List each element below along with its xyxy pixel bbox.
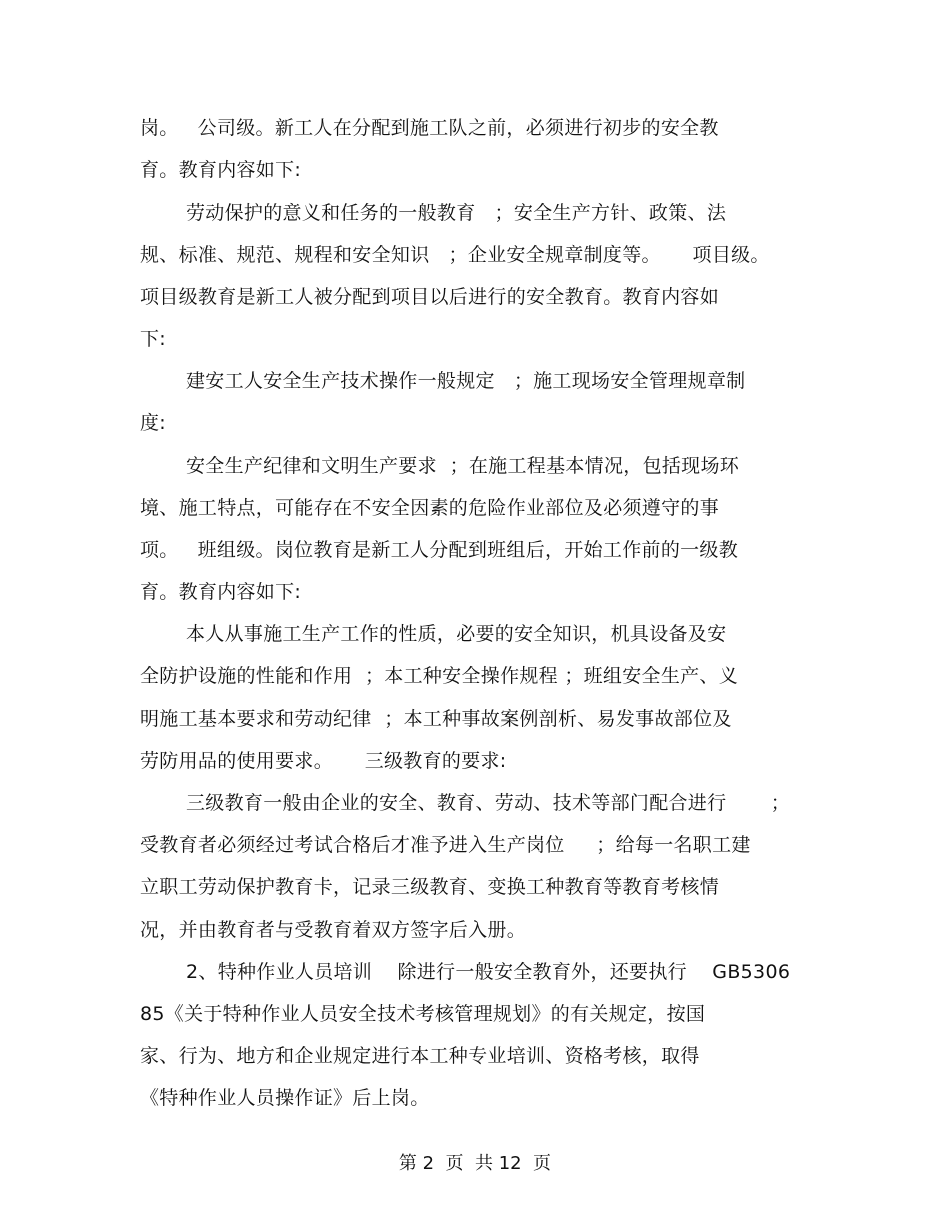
text-line: 劳动保护的意义和任务的一般教育 ；安全生产方针、政策、法 [186, 202, 727, 224]
text-line: 况，并由教育者与受教育着双方签字后入册。 [140, 919, 527, 941]
page-number-footer: 第 2 页 共 12 页 [398, 1153, 552, 1174]
text-line: 育。教育内容如下: [140, 159, 302, 181]
text-line: 立职工劳动保护教育卡，记录三级教育、变换工种教育等教育考核情 [140, 876, 720, 898]
text-line: 劳防用品的使用要求。 三级教育的要求: [140, 750, 507, 772]
text-line: 明施工基本要求和劳动纪律 ；本工种事故案例剖析、易发事故部位及 [140, 708, 732, 730]
text-line: 受教育者必须经过考试合格后才准予进入生产岗位 ；给每一名职工建 [140, 834, 751, 856]
text-line: 85《关于特种作业人员安全技术考核管理规划》的有关规定，按国 [140, 1003, 706, 1025]
text-line: 岗。 公司级。新工人在分配到施工队之前，必须进行初步的安全教 [140, 117, 719, 139]
text-line: 2、特种作业人员培训 除进行一般安全教育外，还要执行 GB5306 [186, 961, 791, 983]
text-line: 项目级教育是新工人被分配到项目以后进行的安全教育。教育内容如 [140, 286, 720, 308]
text-line: 家、行为、地方和企业规定进行本工种专业培训、资格考核，取得 [140, 1045, 700, 1067]
text-line: 全防护设施的性能和作用 ；本工种安全操作规程 ；班组安全生产、义 [140, 665, 739, 687]
text-line: 境、施工特点，可能存在不安全因素的危险作业部位及必须遵守的事 [140, 497, 720, 519]
text-line: 下: [140, 328, 167, 350]
text-line: 项。 班组级。岗位教育是新工人分配到班组后，开始工作前的一级教 [140, 539, 739, 561]
text-line: 安全生产纪律和文明生产要求 ；在施工程基本情况，包括现场环 [186, 455, 740, 477]
text-line: 度: [140, 412, 167, 434]
text-line: 建安工人安全生产技术操作一般规定 ；施工现场安全管理规章制 [186, 370, 746, 392]
text-line: 育。教育内容如下: [140, 581, 302, 603]
text-line: 规、标准、规范、规程和安全知识 ；企业安全规章制度等。 项目级。 [140, 244, 770, 266]
text-line: 本人从事施工生产工作的性质，必要的安全知识，机具设备及安 [186, 623, 727, 645]
text-line: 《特种作业人员操作证》后上岗。 [140, 1087, 430, 1109]
text-line: 三级教育一般由企业的安全、教育、劳动、技术等部门配合进行 ； [186, 792, 791, 814]
